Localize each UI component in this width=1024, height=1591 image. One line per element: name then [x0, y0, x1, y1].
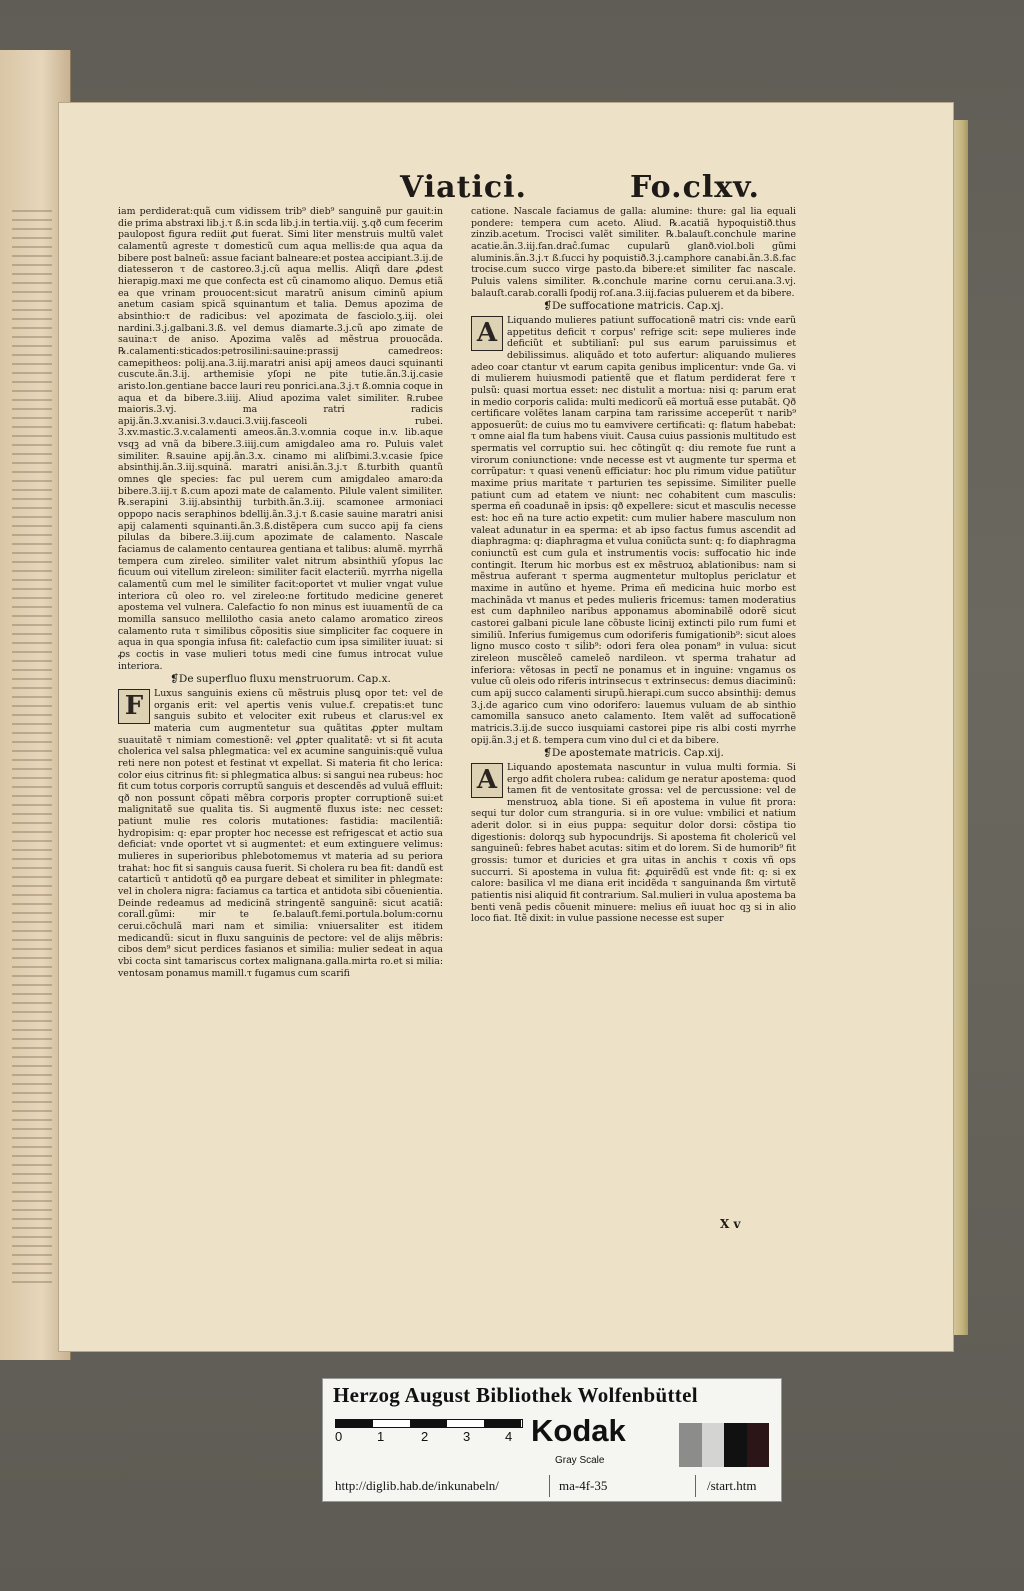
ruler-tick: 3	[463, 1429, 471, 1444]
ruler-tick: 1	[377, 1429, 385, 1444]
shelfmark: ma-4f-35	[559, 1478, 608, 1493]
decorated-initial: F	[118, 689, 150, 724]
ruler-tick: 0	[335, 1429, 343, 1444]
gray-patches	[679, 1423, 769, 1467]
gray-patch	[724, 1423, 747, 1467]
text-block	[471, 206, 796, 299]
divider	[549, 1475, 550, 1497]
gray-scale-label: Gray Scale	[555, 1455, 605, 1466]
text-run: Liquando mulieres patiunt suffocationẽ matri cis: vnde earũ appetitus deficit τ corpus' refrige scit: sepe mulieres inde deficiũt et subtilianĩ: pul sus earum paruissimus et debilissimus. aliquãdo et toto aufertur: aliquando mulieres adeo coar ctantur vt earum capita genibus implicentur: vnde Ga. vi di mulierem huiusmodi patientẽ que et flatum perdiderat fere τ pulsũ: quasi mortua esset: nec distulit a mortua: nisi q: parum erat in medio corporis calida: multi medicorũ eã mortuã esse putabãt. Qð certificare volẽtes lanam carpina tam rarissime acceperũt τ narib⁹ apposuerũt: de cuius mo tu eamvivere certificati: q: flatum habebat: τ omne aial fla tum habens viuit. Causa cuius passionis multitudo est spermatis vel corruptio sui. hec cõtingũt q: diu remote fue runt a virorum coniunctione: vnde necesse est vt augmente tur sperma et corrũpatur: τ quasi venenũ efficiatur: hoc plu rimum vidue patiũtur maxime prius maritate τ parturien tes sepissime. Similiter puelle patiunt cum ad etatem ve niunt: nec cohabitent cum masculis: sperma eñ coadunaẽ in ipsis: qð expellere: sicut et masculis necesse est: hoc eñ na ture actio expetit: cum mulier habere masculum non valeat adunatur in ea sperma: et ab ipso factus fumus ascendit ad diaphragma: q: diaphragma et vulua coniũcta sunt: q: fo diaphragma coniunctũ est cum gula et instrumentis vocis: suffocatio hic inde contingit. Iterum hic morbus est ex mẽstruoꝝ ablationibus: nam si mẽstrua auferant τ sperma augmentetur multoplus periclatur et maxime in autũno et hyeme. Prima eñ medicina huic morbo est machinãda vt manus et pedes mulieris fricemus: tamen moderatius est cum daphnileo naribus apponamus abominabilẽ odorẽ sicut castorei galbani picule lane cõbuste licinij extincti pilo rum fumi et similiũ. Inferius fumigemus cum odoriferis fumigationib⁹: sicut aloes ligno musco costo τ siĺib⁹: odori fera olea ponam⁹ in vulua: sicut zireleon muscẽleõ cameleõ nardileon. vt sperma trahatur ad inferiora: vẽtosas in pectĩ ne ponamus et in inguine: vngamus os vulue cũ oleis odo riferis intrinsecus τ extrinsecus: demus diaciminũ: cum apij succo calamenti sirupũ.hierapi.cum succo absinthij: demus 3.j.de agarico cum vino odorifero: lauemus vuluam de ab sinthio camomilla sansuco aneto calamento. Item valẽt ad suffocationẽ matricis.3.ij.de succo iusquiami castorei pipe ris albi costi myrrhe opij.ãn.3.j et ß. tempera cum vino dul ci et da bibere.	[471, 314, 796, 746]
decorated-initial: A	[471, 763, 503, 798]
folio-number: Fo.clxv.	[630, 170, 760, 205]
text-block	[118, 688, 443, 979]
gray-patch	[702, 1423, 725, 1467]
calibration-target	[322, 1378, 782, 1502]
text-column-right	[471, 206, 796, 925]
text-block	[471, 762, 796, 925]
divider	[695, 1475, 696, 1497]
text-run: iam perdiderat:quã cum vidissem trib⁹ dieb⁹ sanguinẽ pur gauit:in die prima abstraxi lib.j.τ ß.in scda lib.j.in tertia.viij. ʒ.qð cum fecerim paulopost figura rediit ꝓut fuerat. Simi liter menstruis multũ valet calamentũ agreste τ domesticũ cum aqua mellis:de qua aqua da bibere post balneũ: assue faciant balneare:et postea accipiant.3.ij.de diatesseron τ de castoreo.3.j.cũ aqua mellis. Aliqñ dare ꝓdest hierapig.maxi me que confecta est cũ cinamomo aliquo. Demus etiã ea que vrinam prouocent:sicut maratrũ anisum ciminũ apium anetum casiam spicã squinantum et talia. Demus apozima de absinthio:τ de radicibus: vel apozimata de fasciolo.ʒ.iij. olei nardini.3.j.galbani.3.ß. vel demus diamarte.3.j.cũ apo zimate de sauina:τ de aniso. Apozima valẽs ad mẽstrua prouocãda. ℞.calamenti:sticados:petrosilini:sauine:prassij camedreos: camepitheos: polij.ana.3.iij.maratri anisi apij ameos dauci squinanti cuscute.ãn.3.ij. arthemisie yſopi ne pite tutie.ãn.3.ij.casie aristo.lon.gentiane bacce lauri reu ponrici.ana.3.j.τ ß.omnia coque in aqua et da bibere.3.iiij. Aliud apozima valet similiter. ℞.rubee maioris.3.vj. ma ratri radicis apij.ãn.3.xv.anisi.3.v.dauci.3.viij.fasceoli rubei. 3.xv.mastic.3.v.calamenti ameos.ãn.3.v.omnia coque in.v. lib.aque vsqꝫ ad vnã da bibere.3.iiij.cum amigdaleo ama ro. Puluis valet similiter. ℞.sauine apij.ãn.3.x. cinamo mi aliſbimi.3.v.casie ſpice absinthij.ãn.3.iij.squinã. maratri anisi.ãn.3.j.τ ß.turbith quantũ omnes ꝗle species: fac pul uerem cum amigdaleo amaro:da bibere.3.iij.τ ß.cum apozi mate de calamento. Pilule valent similiter. ℞.serapini 3.iij.absinthij turbith.ãn.3.iij. scamonee armoniaci oppopo nacis seraphinos bdellij.ãn.3.j.τ ß.casie sauine maratri anisi apij calamenti squinanti.ãn.3.ß.distẽpera cum succo apij fa ciens pilulas da bibere.3.iij.cum apozimate de calamento. Nascale faciamus de calamento centaurea gentiana et talibus: alumẽ. myrrhã tempera cum zireleo. similiter valet nitrum absinthiũ yſopus lac ficuum oui vitellum zireleon: similiter facit elacteriũ. myrrha nigella calamentũ cum mel le similiter facit:oportet vt mulier vngat vulue interiora cũ oleo ro. vel zireleo:ne fortitudo medicine generet apostema vel vulnera. Calefactio fo non minus est iuuamentũ de ca momilla sansuco mellilotho casia aneto calamo aromatico zireos calamento ruta τ similibus cõpositis siue simpliciter fac coquere in aqua in qua spongia infusa fit: calefactio cum ipsa similiter iuuat: si ꝓs coctis in vase mulieri totus medi cine fumus introcat vulue interiora.	[118, 206, 443, 672]
gray-patch	[679, 1423, 702, 1467]
decorated-initial: A	[471, 316, 503, 351]
text-run: catione. Nascale faciamus de galla: alumine: thure: gal lia equali pondere: tempera cum aceto. Aliud. ℞.acatiã hypoquistið.thus zinzib.acetum. Trocisci valẽt similiter. ℞.balauſt.conchule marine acatie.ãn.3.iij.fan.draĉ.ſumac cupularũ glanð.viol.boli gũmi aluminis.ãn.3.j.τ ß.ſucci hy poquistið.3.j.camphore canabi.ãn.3.ß.fac trocise.cum succo virge pasto.da bibere:et similiter fac nascale. Puluis valens similiter. ℞.conchule marine cornu cerui.ana.3.vj. balauſt.carab.coralli ſpodij roſ.ana.3.iij.facias puluerem et da bibere.	[471, 206, 796, 299]
scale-ruler	[335, 1419, 521, 1447]
book-page	[58, 102, 954, 1352]
ruler-bar	[335, 1419, 523, 1428]
gray-patch	[747, 1423, 770, 1467]
text-column-left	[118, 206, 443, 979]
text-run: Luxus sanguinis exiens cũ mẽstruis plusꝗ opor tet: vel de organis erit: vel apertis venis vulue.f. crepatis:et tunc sanguis subito et velociter exit rubeus et clarus:vel ex materia cum augmentetur sua quãtitas ꝓpter multam suauitatẽ τ nimiam comestionẽ: vel ꝓpter qualitatẽ: vt si fit acuta cholerica vel salsa phlegmatica: vel ex acumine sanguinis:quẽ vulua reti nere non potest et festinat vt expellat. Si materia fit cho lerica: color eius citrinus fit: si phlegmatica albus: si sangui nea rubeus: hoc fit cum totus corporis corruptũ sanguis et descendẽs ad vuluã effluit: qð non possunt cõpati mẽbra corporis propter corruptionẽ sui:et malignitatẽ sue qualita tis. Si augmentẽ fluxus iste: nec cesset: patiunt mulie res coloris mutationes: fastidia: macilentiã: hydropisim: q: epar propter hoc necesse est refrigescat et actio sua deficiat: vnde oportet vt si augmentet: et eum extinguere velimus: mulieres in superioribus phlebotomemus vt materia ad su periora trahat: hoc fit si sanguis causa fuerit. Si cholera ru bea fit: dandũ est catarticũ τ antidotũ qð ea purgare debeat et similiter in phlegmate: vel in cholera nigra: faciamus ca tartica et antidota sibi cõuenientia. Deinde redeamus ad medicinã stringentẽ sanguinẽ: sicut acatiã: coralĺ.gũmi: mir te ſe.balauſt.femi.portula.bolum:cornu cerui.cõchulã mari nam et similia: vniuersaliter est itidem medicandũ: sicut in fluxu sanguinis de pectore: vel de alijs mẽbris: cibos dem⁹ sicut perdices fasianos et similia: mulier sedeat in aqua vbi cocta sint tamariscus cortex malignana.galla.mirta ro.et si milia: ventosam ponamus mamill.τ fugamus cum scarifi	[118, 687, 443, 979]
text-block	[471, 315, 796, 746]
start-page-path: /start.htm	[707, 1478, 757, 1493]
adjacent-page-text-fragment	[12, 210, 52, 1290]
ruler-tick: 2	[421, 1429, 429, 1444]
chapter-heading: ❡De superfluo fluxu menstruorum. Cap.x.	[170, 673, 391, 686]
chapter-heading: ❡De apostemate matricis. Cap.xij.	[543, 747, 724, 760]
kodak-logo: Kodak	[531, 1413, 626, 1448]
source-url: http://diglib.hab.de/inkunabeln/	[335, 1478, 499, 1493]
ruler-tick: 4	[505, 1429, 513, 1444]
text-block	[118, 206, 443, 672]
chapter-heading: ❡De suffocatione matricis. Cap.xj.	[543, 300, 724, 313]
library-name: Herzog August Bibliothek Wolfenbüttel	[333, 1383, 698, 1407]
signature-mark: X v	[720, 1217, 741, 1231]
text-run: Liquando apostemata nascuntur in vulua multi formia. Si ergo adfit cholera rubea: calidum ge neratur apostema: quod tamen fit de ventositate grossa: vel de percussione: vel de menstruoꝝ abla tione. Si eñ apostema in vulue fit prora: sequi tur dolor cum stranguria. si in ore vulue: vmbilici et natium aderit dolor. si in eius puppa: sequitur dolor dorsi: cõstipa tio digestionis: dolorqꝫ sub hypocundrijs. Si apostema fit cholericũ vel sanguineũ: febres habet acutas: sitim et do lorem. Si de humorib⁹ fit grossis: tumor et duricies et gra uitas in anchis τ coxis vñ ops succurri. Si apostema in vulua fit: ꝓquirẽdũ est vnde fit: q: si ex calore: basilica vl me diana erit incidẽda τ sanguinanda ßm virtutẽ patientis nisi aliquid fit contrarium. Sal.mulieri in vulua apostema ba benti venã pedis cõuenit minuere: melius eñ iuuat hoc qꝫ si in alio loco fiat. Itẽ dixit: in vulue passione necesse est super	[471, 761, 796, 925]
running-head-title: Viatici.	[400, 170, 527, 205]
